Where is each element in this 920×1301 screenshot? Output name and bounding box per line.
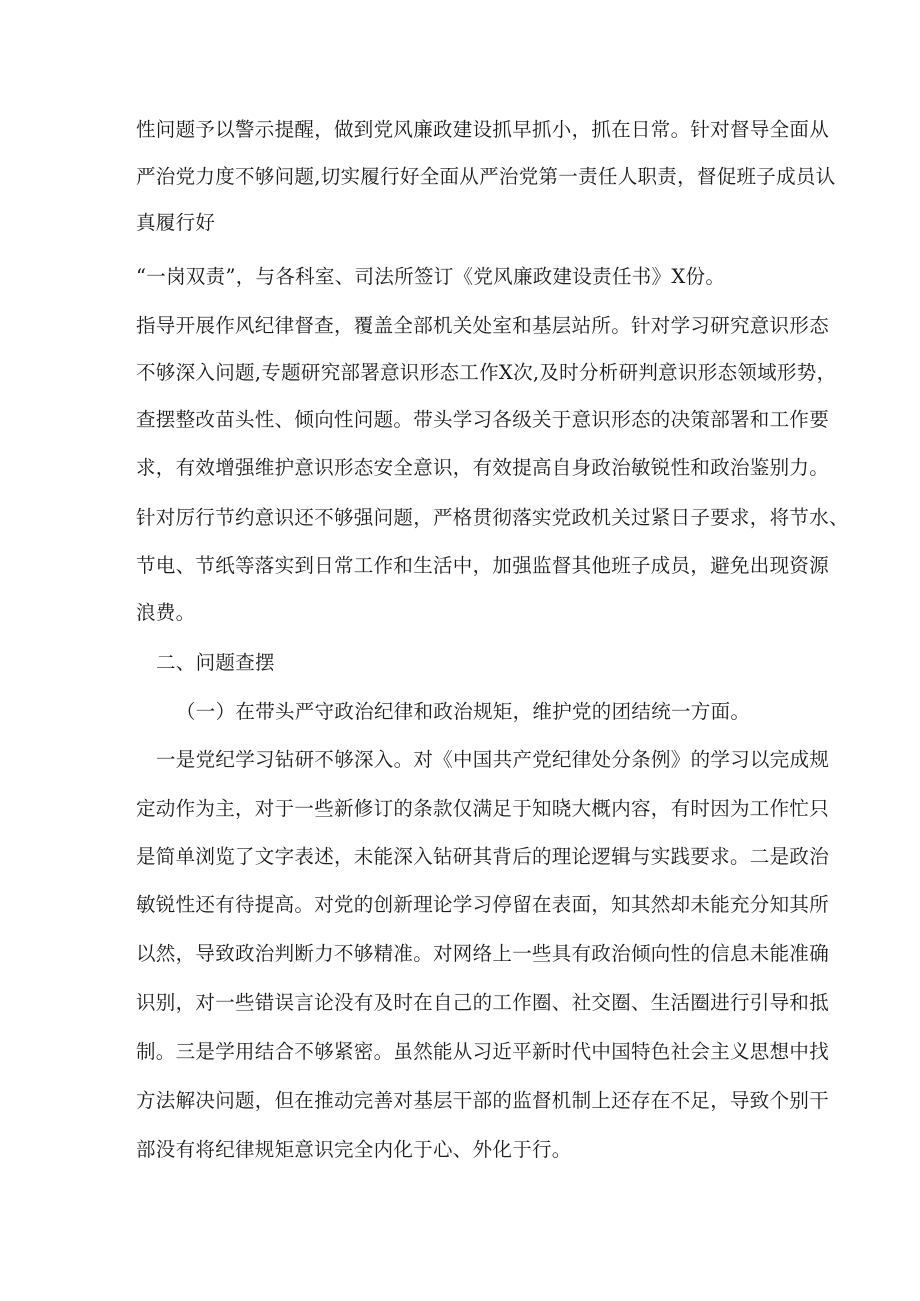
paragraph-line: 部没有将纪律规矩意识完全内化于心、外化于行。	[136, 1138, 572, 1161]
section-heading: 二、问题查摆	[156, 651, 275, 674]
paragraph-line: 识别，对一些错误言论没有及时在自己的工作圈、社交圈、生活圈进行引导和抵	[136, 991, 830, 1014]
paragraph-line: 性问题予以警示提醒，做到党风廉政建设抓早抓小，抓在日常。针对督导全面从	[136, 118, 830, 141]
subsection-heading: （一）在带头严守政治纪律和政治规矩，维护党的团结统一方面。	[176, 700, 751, 723]
paragraph-line: 查摆整改苗头性、倾向性问题。带头学习各级关于意识形态的决策部署和工作要	[136, 408, 830, 431]
paragraph-line: 制。三是学用结合不够紧密。虽然能从习近平新时代中国特色社会主义思想中找	[136, 1040, 830, 1063]
paragraph-line: 指导开展作风纪律督查，覆盖全部机关处室和基层站所。针对学习研究意识形态	[136, 314, 830, 337]
paragraph-line: 针对厉行节约意识还不够强问题，严格贯彻落实党政机关过紧日子要求，将节水、	[136, 506, 849, 529]
paragraph-line: “一岗双责”，与各科室、司法所签订《党风廉政建设责任书》X份。	[136, 265, 726, 288]
paragraph-line: 一是党纪学习钻研不够深入。对《中国共产党纪律处分条例》的学习以完成规	[156, 748, 830, 771]
paragraph-line: 求，有效增强维护意识形态安全意识，有效提高自身政治敏锐性和政治鉴别力。	[136, 456, 830, 479]
paragraph-line: 节电、节纸等落实到日常工作和生活中，加强监督其他班子成员，避免出现资源	[136, 554, 830, 577]
paragraph-line: 真履行好	[136, 211, 216, 234]
paragraph-line: 不够深入问题,专题研究部署意识形态工作X次,及时分析研判意识形态领域形势，	[136, 361, 837, 384]
paragraph-line: 方法解决问题，但在推动完善对基层干部的监督机制上还存在不足，导致个别干	[136, 1089, 830, 1112]
paragraph-line: 是简单浏览了文字表述，未能深入钻研其背后的理论逻辑与实践要求。二是政治	[136, 845, 830, 868]
paragraph-line: 敏锐性还有待提高。对党的创新理论学习停留在表面，知其然却未能充分知其所	[136, 893, 830, 916]
paragraph-line: 定动作为主，对于一些新修订的条款仅满足于知晓大概内容，有时因为工作忙只	[136, 797, 830, 820]
paragraph-line: 浪费。	[136, 601, 196, 624]
paragraph-line: 以然，导致政治判断力不够精准。对网络上一些具有政治倾向性的信息未能准确	[136, 942, 830, 965]
paragraph-line: 严治党力度不够问题,切实履行好全面从严治党第一责任人职责，督促班子成员认	[136, 165, 836, 188]
